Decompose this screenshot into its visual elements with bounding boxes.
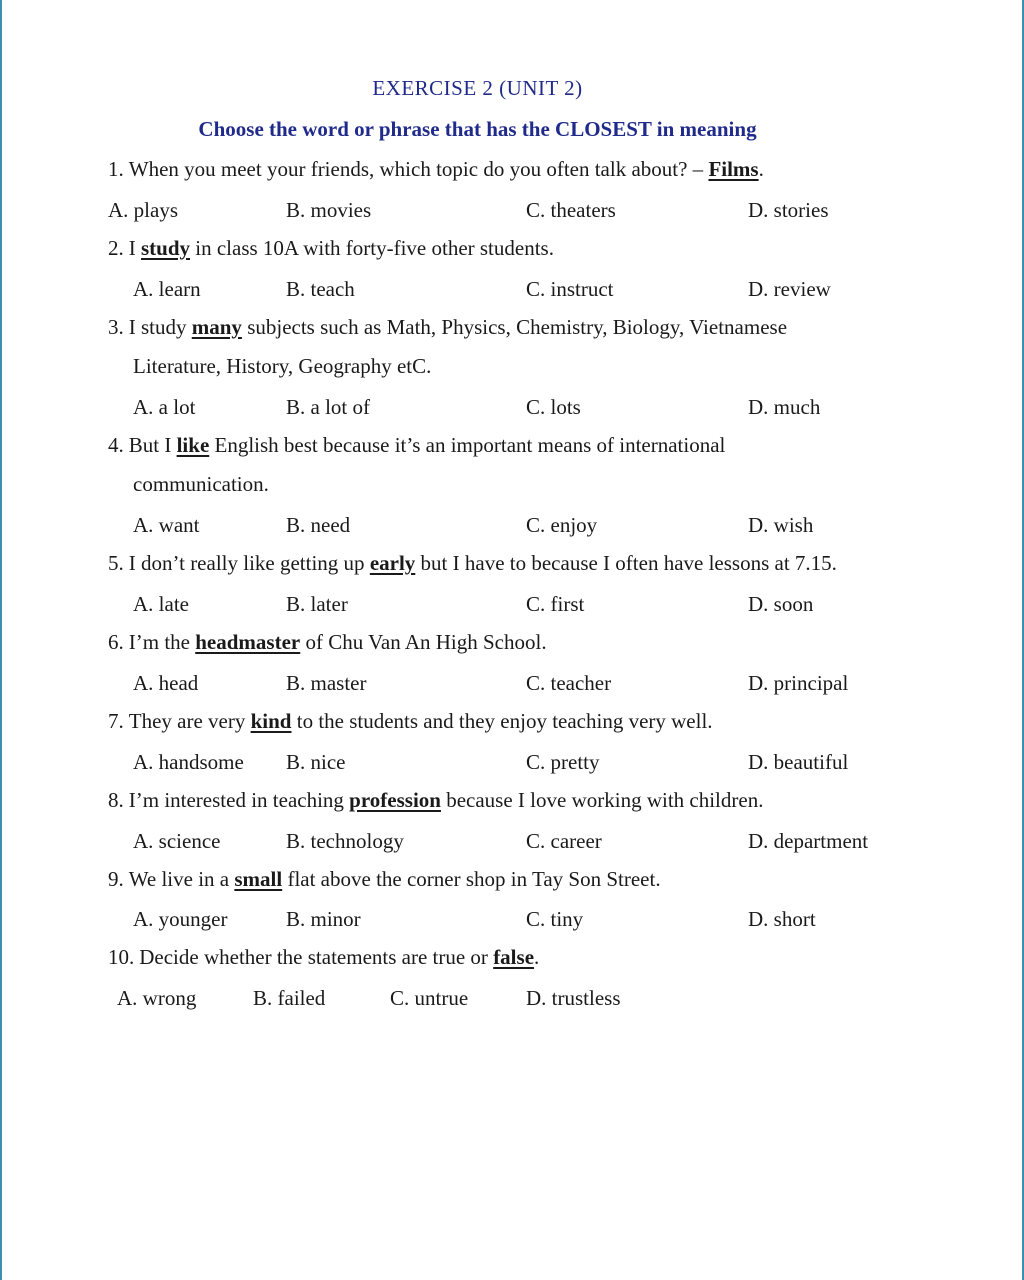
question-text-end: but I have to because I often have lessons at 7.15. <box>420 551 837 575</box>
option-c[interactable]: C. theaters <box>526 198 616 222</box>
key-word: headmaster <box>195 630 301 654</box>
option-c[interactable]: C. tiny <box>526 907 584 931</box>
question-number: 4. <box>108 433 124 457</box>
option-a[interactable]: A. younger <box>133 907 228 931</box>
key-word: profession <box>349 788 441 812</box>
option-b[interactable]: B. need <box>286 513 351 537</box>
key-word: early <box>369 551 416 575</box>
question-text-end: in class 10A with forty-five other students. <box>195 236 554 260</box>
question-text: When you meet your friends, which topic do you often talk about? – <box>128 157 704 181</box>
option-d[interactable]: D. soon <box>748 592 814 616</box>
option-d[interactable]: D. department <box>748 829 869 853</box>
option-a[interactable]: A. wrong <box>117 986 197 1010</box>
question-continuation: Literature, History, Geography etC. <box>133 354 432 378</box>
question-text: Decide whether the statements are true or <box>139 945 488 969</box>
key-word: like <box>176 433 210 457</box>
question-text-end: of Chu Van An High School. <box>305 630 547 654</box>
question-text-end: because I love working with children. <box>446 788 764 812</box>
question-6 <box>108 623 908 662</box>
question-number: 1. <box>108 157 124 181</box>
question-continuation: communication. <box>133 472 269 496</box>
question-8 <box>108 781 908 820</box>
option-b[interactable]: B. technology <box>286 829 404 853</box>
question-number: 3. <box>108 315 124 339</box>
key-word: kind <box>250 709 292 733</box>
page-edge-left <box>0 0 2 1280</box>
question-10 <box>108 938 908 977</box>
option-d[interactable]: D. review <box>748 277 831 301</box>
question-number: 6. <box>108 630 124 654</box>
option-d[interactable]: D. much <box>748 395 821 419</box>
option-b[interactable]: B. failed <box>253 986 326 1010</box>
question-4 <box>108 426 908 504</box>
option-a[interactable]: A. science <box>133 829 221 853</box>
option-d[interactable]: D. principal <box>748 671 849 695</box>
question-9 <box>108 860 908 899</box>
option-a[interactable]: A. want <box>133 513 200 537</box>
question-text: I <box>128 236 136 260</box>
option-d[interactable]: D. short <box>748 907 816 931</box>
option-d[interactable]: D. beautiful <box>748 750 849 774</box>
page-title: EXERCISE 2 (UNIT 2) <box>372 76 583 100</box>
question-text-end: . <box>534 945 540 969</box>
question-number: 8. <box>108 788 124 812</box>
key-word: study <box>141 236 191 260</box>
option-a[interactable]: A. head <box>133 671 199 695</box>
option-c[interactable]: C. first <box>526 592 585 616</box>
question-5 <box>108 544 908 583</box>
key-word: false <box>493 945 535 969</box>
option-d[interactable]: D. stories <box>748 198 829 222</box>
question-text-end: to the students and they enjoy teaching very well. <box>296 709 713 733</box>
option-b[interactable]: B. later <box>286 592 348 616</box>
option-c[interactable]: C. career <box>526 829 602 853</box>
option-b[interactable]: B. movies <box>286 198 372 222</box>
option-c[interactable]: C. untrue <box>390 986 469 1010</box>
question-number: 10. <box>108 945 135 969</box>
question-number: 9. <box>108 867 124 891</box>
question-text: But I <box>128 433 172 457</box>
question-text-end: subjects such as Math, Physics, Chemistry, Biology, Vietnamese <box>247 315 788 339</box>
option-d[interactable]: D. trustless <box>526 986 621 1010</box>
option-a[interactable]: A. a lot <box>133 395 196 419</box>
option-b[interactable]: B. minor <box>286 907 361 931</box>
option-b[interactable]: B. a lot of <box>286 395 370 419</box>
question-text: I study <box>128 315 187 339</box>
option-c[interactable]: C. pretty <box>526 750 600 774</box>
option-c[interactable]: C. lots <box>526 395 581 419</box>
option-a[interactable]: A. late <box>133 592 189 616</box>
question-3 <box>108 308 908 386</box>
option-b[interactable]: B. master <box>286 671 367 695</box>
option-d[interactable]: D. wish <box>748 513 814 537</box>
key-word: Films <box>708 157 759 181</box>
question-number: 5. <box>108 551 124 575</box>
key-word: many <box>191 315 242 339</box>
question-1 <box>108 150 908 189</box>
option-c[interactable]: C. instruct <box>526 277 614 301</box>
option-c[interactable]: C. teacher <box>526 671 612 695</box>
question-text: I’m interested in teaching <box>128 788 344 812</box>
key-word: small <box>234 867 283 891</box>
option-c[interactable]: C. enjoy <box>526 513 598 537</box>
question-number: 2. <box>108 236 124 260</box>
option-b[interactable]: B. teach <box>286 277 355 301</box>
option-a[interactable]: A. handsome <box>133 750 244 774</box>
question-text-end: . <box>758 157 764 181</box>
option-a[interactable]: A. learn <box>133 277 201 301</box>
instruction: Choose the word or phrase that has the CLOSEST in meaning <box>198 117 757 141</box>
question-number: 7. <box>108 709 124 733</box>
question-text-end: flat above the corner shop in Tay Son Street. <box>287 867 661 891</box>
question-text: They are very <box>128 709 246 733</box>
option-a[interactable]: A. plays <box>108 198 178 222</box>
question-text-end: English best because it’s an important means of international <box>214 433 726 457</box>
question-7 <box>108 702 908 741</box>
question-text: I don’t really like getting up <box>128 551 365 575</box>
question-2 <box>108 229 908 268</box>
option-b[interactable]: B. nice <box>286 750 346 774</box>
question-text: We live in a <box>128 867 230 891</box>
question-text: I’m the <box>128 630 190 654</box>
